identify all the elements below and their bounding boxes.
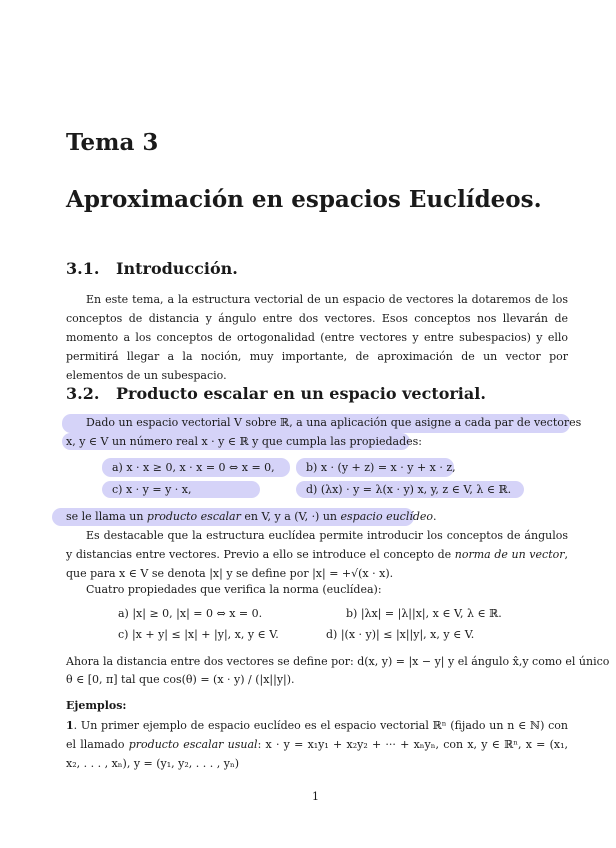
intro-paragraph <box>66 290 568 385</box>
example-number: 1 <box>66 719 74 732</box>
definition-end-text: se le llama un <box>66 510 147 523</box>
property-c: c) x · y = y · x, <box>112 483 192 496</box>
norm-text: Es destacable que la estructura euclídea permite introducir los conceptos de ángulos y distancias entre vectores. Previo a ello se introduce el concepto de <box>66 529 568 561</box>
term-espacio-euclideo: espacio euclídeo <box>340 510 434 523</box>
section-title: Producto escalar en un espacio vectorial. <box>116 384 486 403</box>
definition-line-1: Dado un espacio vectorial V sobre ℝ, a una aplicación que asigne a cada par de vectores <box>86 416 582 429</box>
definition-end-text: en V, y a (V, ·) un <box>240 510 341 523</box>
definition-end-text: . <box>433 510 437 523</box>
norm-property-d: d) |(x · y)| ≤ |x||y|, x, y ∈ V. <box>326 628 475 641</box>
section-heading-introduccion <box>66 259 238 278</box>
distance-line-2: θ ∈ [0, π] tal que cos(θ) = (x · y) / (|x||y|). <box>66 673 295 686</box>
page-number: 1 <box>312 790 319 803</box>
term-producto-escalar: producto escalar <box>146 510 241 523</box>
example-text: . Un primer ejemplo de espacio euclídeo es el espacio vectorial ℝⁿ (fijado un n ∈ ℕ) con el llamado <box>66 719 568 751</box>
definition-line-2: x, y ∈ V un número real x · y ∈ ℝ y que cumpla las propiedades: <box>66 435 423 448</box>
examples-heading: Ejemplos: <box>66 699 127 712</box>
section-title: Introducción. <box>116 259 238 278</box>
norm-property-a: a) |x| ≥ 0, |x| = 0 ⇔ x = 0. <box>118 607 263 620</box>
chapter-title: Aproximación en espacios Euclídeos. <box>66 186 542 213</box>
norm-paragraph <box>66 526 568 583</box>
intro-text: En este tema, a la estructura vectorial de un espacio de vectores la dotaremos de los conceptos de distancia y ángulo entre dos vectores. Esos conceptos nos llevarán de momento a los conceptos de ortogonalidad (entre vectores y entre subespacios) y ello permitirá llegar a la noción, muy importante, de aproximación de un vector por elementos de un subespacio. <box>66 293 568 382</box>
norm-property-c: c) |x + y| ≤ |x| + |y|, x, y ∈ V. <box>118 628 279 641</box>
section-number: 3.1. <box>66 259 100 278</box>
chapter-number: Tema 3 <box>66 129 159 156</box>
property-b: b) x · (y + z) = x · y + x · z, <box>306 461 456 474</box>
property-d: d) (λx) · y = λ(x · y) x, y, z ∈ V, λ ∈ ℝ. <box>306 483 512 496</box>
norm-property-b: b) |λx| = |λ||x|, x ∈ V, λ ∈ ℝ. <box>346 607 502 620</box>
section-heading-producto-escalar <box>66 384 486 403</box>
definition-end <box>66 510 437 523</box>
term-producto-escalar-usual: producto escalar usual <box>128 738 258 751</box>
distance-line-1: Ahora la distancia entre dos vectores se define por: d(x, y) = |x − y| y el ángulo x̂,y como el único <box>66 655 610 668</box>
norm-properties-intro: Cuatro propiedades que verifica la norma (euclídea): <box>86 583 382 596</box>
norm-text: , que para x ∈ V se denota |x| y se define por |x| = +√(x · x). <box>66 548 568 580</box>
section-number: 3.2. <box>66 384 100 403</box>
example-1 <box>66 716 568 773</box>
property-a: a) x · x ≥ 0, x · x = 0 ⇔ x = 0, <box>112 461 275 474</box>
example-text: : x · y = x₁y₁ + x₂y₂ + ··· + xₙyₙ, con x, y ∈ ℝⁿ, x = (x₁, x₂, . . . , xₙ), y = (y₁, y₂, . . . , yₙ) <box>66 738 569 770</box>
term-norma: norma de un vector <box>454 548 565 561</box>
